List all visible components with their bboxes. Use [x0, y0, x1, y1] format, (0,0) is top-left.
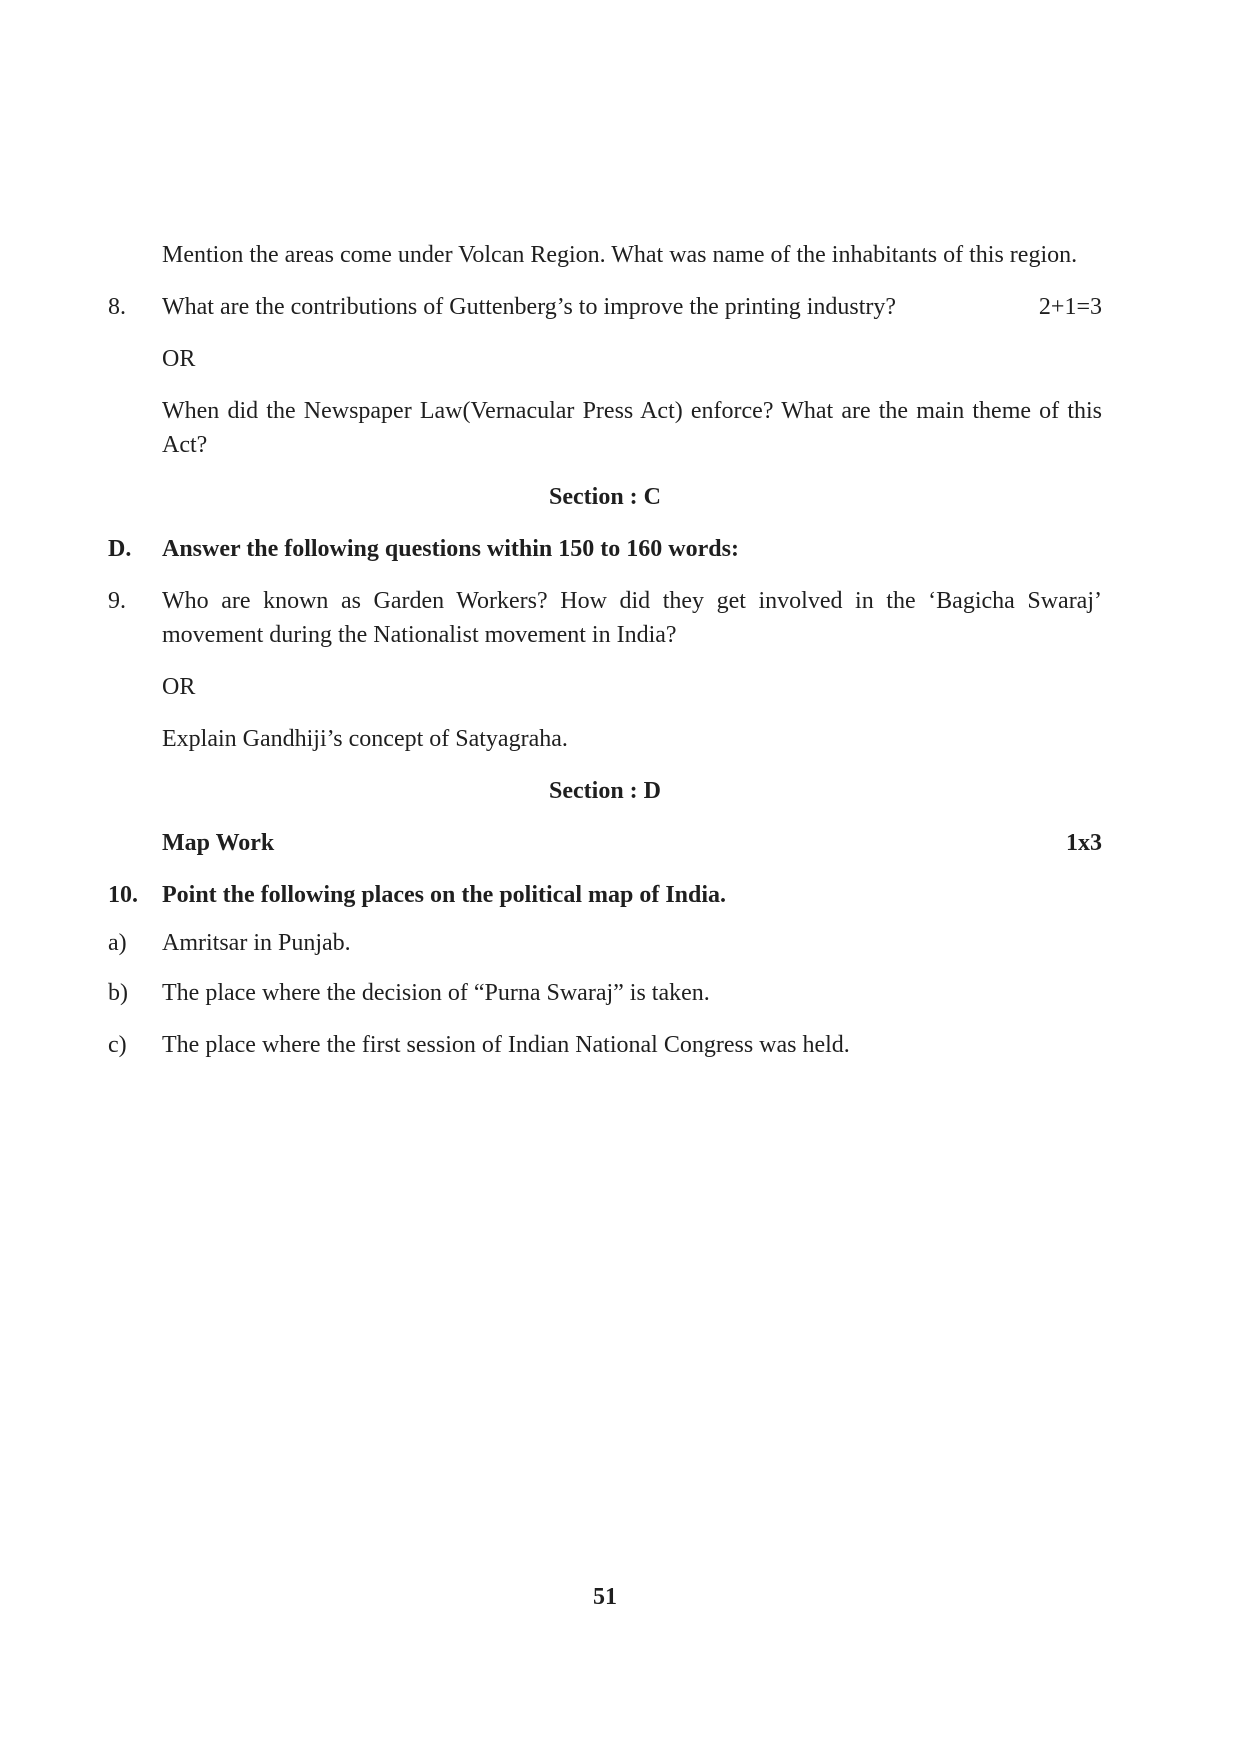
question-alt-text: When did the Newspaper Law(Vernacular Press Act) enforce? What are the main theme of this Act? — [162, 398, 1102, 458]
item-label: a) — [108, 930, 127, 956]
map-work-marks: 1x3 — [1066, 830, 1102, 856]
question-text: Who are known as Garden Workers? How did they get involved in the ‘Bagicha Swaraj’ movement during the Nationalist movement in India? — [162, 588, 1102, 648]
item-label: b) — [108, 980, 128, 1006]
part-label: D. — [108, 536, 132, 562]
or-separator: OR — [162, 674, 196, 700]
item-text: The place where the decision of “Purna Swaraj” is taken. — [162, 980, 710, 1006]
question-number: 9. — [108, 588, 126, 614]
instruction-text: Answer the following questions within 150 to 160 words: — [162, 536, 739, 562]
section-d-title: Section : D — [549, 778, 661, 804]
question-text: Point the following places on the political map of India. — [162, 882, 727, 908]
question-number: 10. — [108, 882, 138, 908]
question-text: Mention the areas come under Volcan Region. What was name of the inhabitants of this region. — [162, 242, 1078, 268]
map-work-label: Map Work — [162, 830, 275, 856]
question-alt-text: Explain Gandhiji’s concept of Satyagraha. — [162, 726, 568, 752]
question-marks: 2+1=3 — [1038, 294, 1102, 320]
item-text: Amritsar in Punjab. — [162, 930, 351, 956]
section-c-title: Section : C — [549, 484, 661, 510]
or-separator: OR — [162, 346, 196, 372]
page-number: 51 — [593, 1584, 617, 1610]
item-label: c) — [108, 1032, 127, 1058]
question-text: What are the contributions of Guttenberg’s to improve the printing industry? — [162, 294, 897, 320]
question-number: 8. — [108, 294, 126, 320]
item-text: The place where the first session of Indian National Congress was held. — [162, 1032, 850, 1058]
